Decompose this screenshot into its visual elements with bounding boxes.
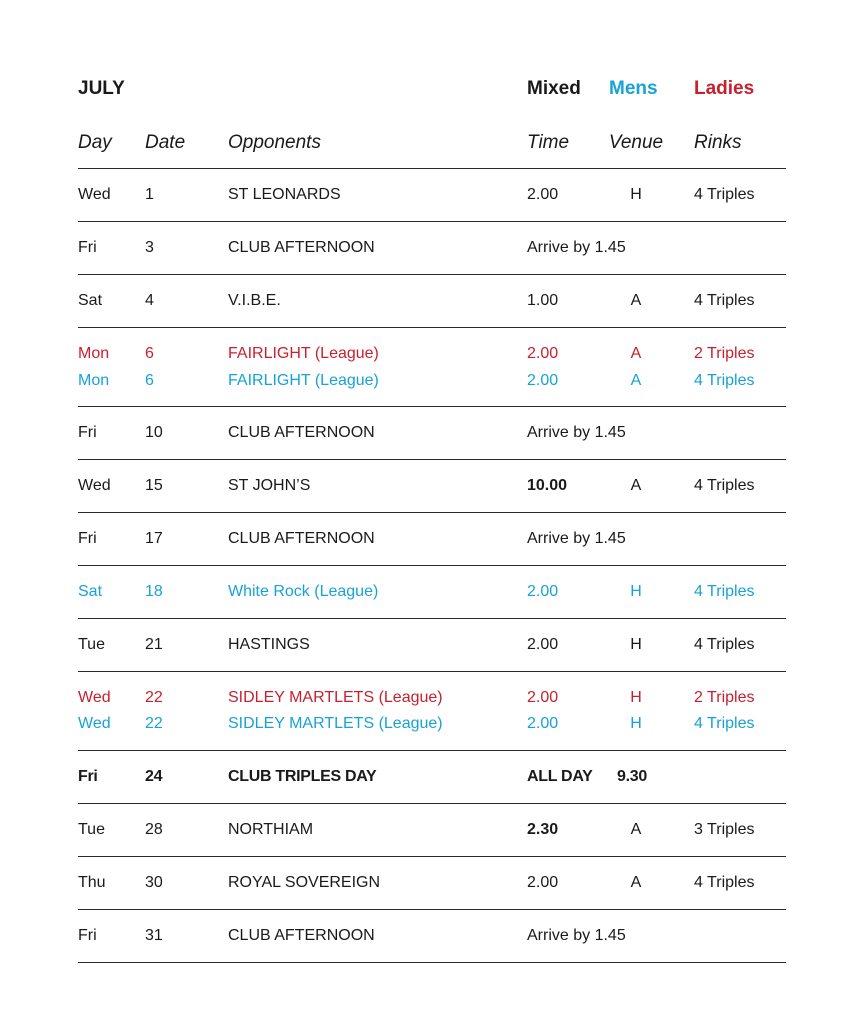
row-date: 17 xyxy=(145,530,163,547)
row-opponents: V.I.B.E. xyxy=(228,292,281,309)
divider xyxy=(78,221,786,222)
row-date: 24 xyxy=(145,768,163,785)
row-rinks: 4 Triples xyxy=(694,715,755,732)
row-time: 2.00 xyxy=(527,874,559,891)
row-date: 21 xyxy=(145,636,163,653)
table-row xyxy=(78,239,786,265)
row-time: 2.00 xyxy=(527,345,559,362)
table-row xyxy=(78,530,786,556)
row-day: Fri xyxy=(78,424,97,441)
row-date: 6 xyxy=(145,345,154,362)
row-rinks: 4 Triples xyxy=(694,292,755,309)
row-venue: A xyxy=(630,821,642,838)
header-date: Date xyxy=(145,132,186,153)
row-day: Fri xyxy=(78,530,97,547)
row-opponents: SIDLEY MARTLETS (League) xyxy=(228,715,443,732)
row-opponents: HASTINGS xyxy=(228,636,310,653)
row-date: 10 xyxy=(145,424,163,441)
table-row-ladies xyxy=(78,689,786,715)
row-note: Arrive by 1.45 xyxy=(527,530,626,547)
row-venue: H xyxy=(630,636,642,653)
row-day: Wed xyxy=(78,477,111,494)
row-venue: H xyxy=(630,689,642,706)
row-date: 31 xyxy=(145,927,163,944)
row-time: 1.00 xyxy=(527,292,559,309)
header-venue: Venue xyxy=(608,132,664,153)
row-opponents: SIDLEY MARTLETS (League) xyxy=(228,689,443,706)
row-opponents: ROYAL SOVEREIGN xyxy=(228,874,381,891)
divider xyxy=(78,803,786,804)
table-row xyxy=(78,927,786,953)
row-date: 1 xyxy=(145,186,154,203)
row-opponents: CLUB AFTERNOON xyxy=(228,927,375,944)
row-venue: A xyxy=(630,292,642,309)
row-venue: H xyxy=(630,583,642,600)
divider xyxy=(78,909,786,910)
row-day: Fri xyxy=(78,768,98,785)
table-row xyxy=(78,292,786,318)
table-row xyxy=(78,636,786,662)
row-date: 22 xyxy=(145,715,163,732)
row-date: 3 xyxy=(145,239,154,256)
row-opponents: FAIRLIGHT (League) xyxy=(228,372,379,389)
title-row xyxy=(78,78,786,106)
table-row xyxy=(78,424,786,450)
row-rinks: 2 Triples xyxy=(694,689,755,706)
row-day: Wed xyxy=(78,689,111,706)
header-time: Time xyxy=(527,132,570,153)
table-row-mens xyxy=(78,583,786,609)
table-row-highlight xyxy=(78,768,786,794)
row-venue: A xyxy=(630,874,642,891)
divider xyxy=(78,512,786,513)
row-day: Fri xyxy=(78,239,97,256)
divider xyxy=(78,327,786,328)
legend-mixed: Mixed xyxy=(527,78,581,99)
table-row-ladies xyxy=(78,345,786,371)
row-day: Wed xyxy=(78,715,111,732)
row-opponents: ST LEONARDS xyxy=(228,186,341,203)
row-day: Mon xyxy=(78,345,110,362)
divider xyxy=(78,856,786,857)
row-day: Tue xyxy=(78,636,105,653)
row-rinks: 4 Triples xyxy=(694,372,755,389)
table-row-mens xyxy=(78,715,786,741)
row-venue: A xyxy=(630,345,642,362)
divider xyxy=(78,459,786,460)
divider xyxy=(78,750,786,751)
row-time: 2.00 xyxy=(527,636,559,653)
row-date: 4 xyxy=(145,292,154,309)
row-opponents: White Rock (League) xyxy=(228,583,379,600)
row-note: Arrive by 1.45 xyxy=(527,927,626,944)
row-rinks: 2 Triples xyxy=(694,345,755,362)
row-rinks: 3 Triples xyxy=(694,821,755,838)
row-note: ALL DAY xyxy=(527,768,593,785)
row-day: Sat xyxy=(78,583,103,600)
row-venue: H xyxy=(630,186,642,203)
month-title: JULY xyxy=(78,78,125,99)
table-row xyxy=(78,477,786,503)
row-rinks: 4 Triples xyxy=(694,583,755,600)
legend-ladies: Ladies xyxy=(694,78,755,99)
row-day: Tue xyxy=(78,821,105,838)
row-opponents: FAIRLIGHT (League) xyxy=(228,345,379,362)
table-row xyxy=(78,874,786,900)
row-opponents: CLUB TRIPLES DAY xyxy=(228,768,377,785)
table-row-mens xyxy=(78,372,786,398)
header-opponents: Opponents xyxy=(228,132,321,153)
divider xyxy=(78,618,786,619)
row-time: 2.30 xyxy=(527,821,559,838)
table-row xyxy=(78,186,786,212)
row-rinks: 4 Triples xyxy=(694,874,755,891)
row-day: Mon xyxy=(78,372,110,389)
row-note-time: 9.30 xyxy=(617,768,647,785)
divider xyxy=(78,962,786,963)
row-rinks: 4 Triples xyxy=(694,477,755,494)
row-note: Arrive by 1.45 xyxy=(527,239,626,256)
row-note: Arrive by 1.45 xyxy=(527,424,626,441)
row-day: Wed xyxy=(78,186,111,203)
row-opponents: NORTHIAM xyxy=(228,821,314,838)
row-opponents: CLUB AFTERNOON xyxy=(228,530,375,547)
row-date: 6 xyxy=(145,372,154,389)
row-time: 10.00 xyxy=(527,477,568,494)
row-date: 28 xyxy=(145,821,163,838)
legend-mens: Mens xyxy=(609,78,658,99)
row-date: 18 xyxy=(145,583,163,600)
row-venue: A xyxy=(630,477,642,494)
row-venue: A xyxy=(630,372,642,389)
row-time: 2.00 xyxy=(527,583,559,600)
row-opponents: CLUB AFTERNOON xyxy=(228,424,375,441)
row-rinks: 4 Triples xyxy=(694,636,755,653)
divider xyxy=(78,671,786,672)
row-time: 2.00 xyxy=(527,186,559,203)
row-opponents: CLUB AFTERNOON xyxy=(228,239,375,256)
divider xyxy=(78,406,786,407)
row-time: 2.00 xyxy=(527,689,559,706)
header-day: Day xyxy=(78,132,112,153)
row-day: Thu xyxy=(78,874,106,891)
divider xyxy=(78,274,786,275)
row-day: Sat xyxy=(78,292,103,309)
row-time: 2.00 xyxy=(527,372,559,389)
column-headers xyxy=(78,132,786,168)
header-rinks: Rinks xyxy=(694,132,742,153)
row-venue: H xyxy=(630,715,642,732)
table-row xyxy=(78,821,786,847)
row-rinks: 4 Triples xyxy=(694,186,755,203)
row-date: 30 xyxy=(145,874,163,891)
row-date: 15 xyxy=(145,477,163,494)
row-day: Fri xyxy=(78,927,97,944)
divider xyxy=(78,565,786,566)
divider xyxy=(78,168,786,169)
row-opponents: ST JOHN’S xyxy=(228,477,311,494)
row-time: 2.00 xyxy=(527,715,559,732)
row-date: 22 xyxy=(145,689,163,706)
